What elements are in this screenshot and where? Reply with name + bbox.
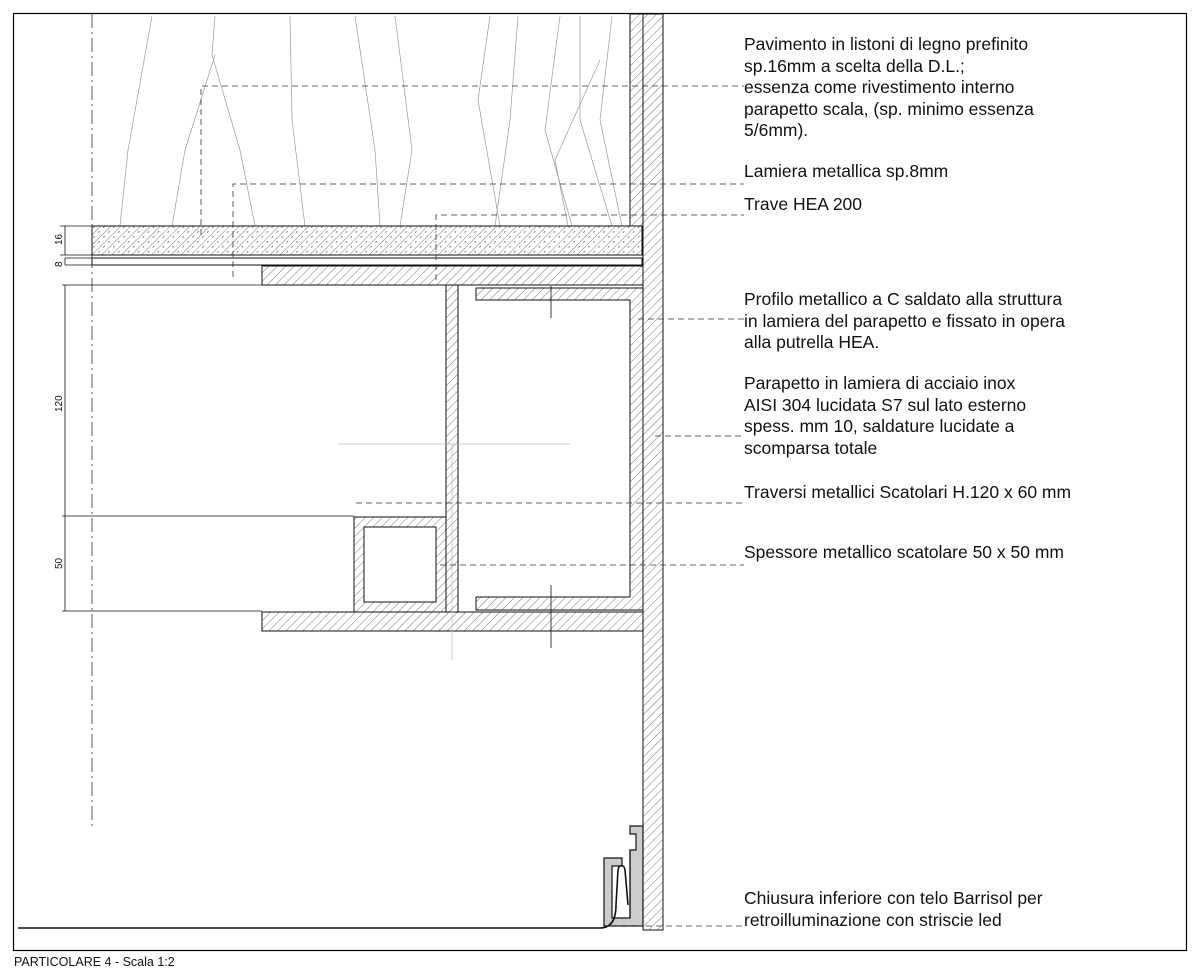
hea-beam — [262, 266, 643, 631]
wood-grain-lines — [120, 16, 622, 226]
dimension-8: 8 — [54, 261, 65, 267]
note-c-profile: Profilo metallico a C saldato alla struttura in lamiera del parapetto e fissato in opera alla putrella HEA. — [744, 289, 1066, 352]
c-profile — [476, 288, 643, 610]
barrisol-closure-profile — [604, 826, 643, 926]
dimension-lines — [60, 226, 92, 611]
metal-sheet-8mm — [92, 258, 642, 265]
note-wood-floor: Pavimento in listoni di legno prefinito sp.16mm a scelta della D.L.; essenza come rivestimento interno parapetto scala, (sp. minimo essenza 5/6mm). — [744, 34, 1034, 140]
barrisol-fabric — [18, 866, 628, 929]
note-crossbars: Traversi metallici Scatolari H.120 x 60 mm — [744, 482, 1072, 502]
note-barrisol: Chiusura inferiore con telo Barrisol per retroilluminazione con striscie led — [744, 888, 1043, 930]
dimension-50: 50 — [54, 557, 65, 569]
note-metal-sheet: Lamiera metallica sp.8mm — [744, 161, 949, 181]
dimension-120: 120 — [54, 395, 65, 412]
note-hea-beam: Trave HEA 200 — [744, 194, 863, 214]
note-parapet: Parapetto in lamiera di acciaio inox AISI 304 lucidata S7 sul lato esterno spess. mm 10, saldature lucidate a scomparsa totale — [744, 373, 1027, 458]
parapet-plate-lower — [643, 14, 663, 930]
drawing-caption: PARTICOLARE 4 - Scala 1:2 — [14, 955, 175, 969]
wood-floor-section — [92, 226, 642, 255]
parapet-plate — [630, 14, 643, 226]
note-box-tube: Spessore metallico scatolare 50 x 50 mm — [744, 542, 1064, 562]
dimension-16: 16 — [54, 233, 65, 245]
box-tube-50x50 — [354, 517, 446, 612]
